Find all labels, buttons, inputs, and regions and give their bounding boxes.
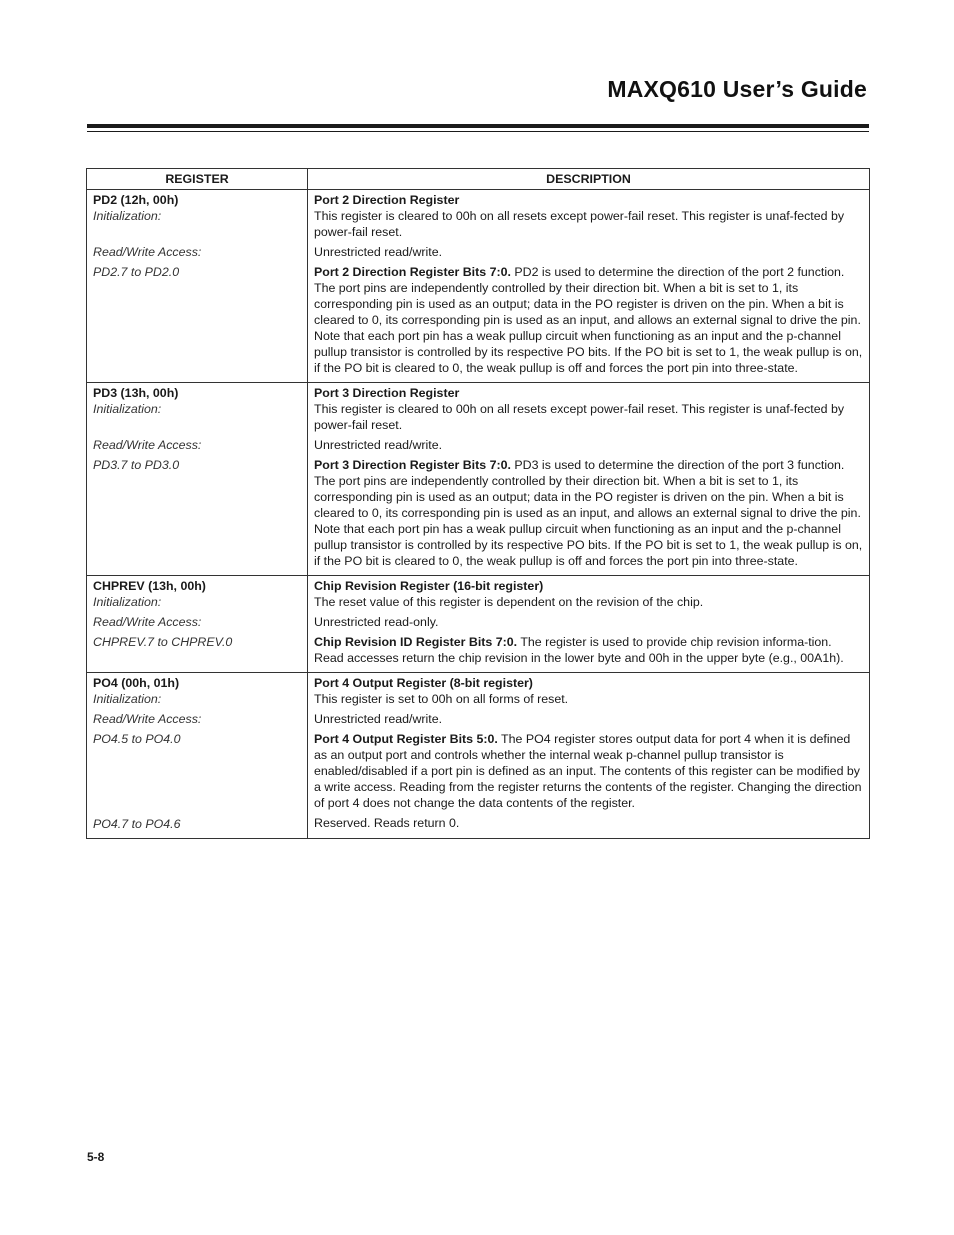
initialization-text: This register is cleared to 00h on all resets except power-fail reset. This register is unaf-fected by power-fail reset. [314, 209, 845, 239]
table-row [87, 576, 870, 673]
bits-description [314, 731, 863, 811]
register-name: PD2 (12h, 00h) [93, 193, 179, 207]
reserved-bits-label: PO4.7 to PO4.6 [93, 817, 181, 831]
bits-text: The register is used to provide chip revision informa-tion. Read accesses return the chip revision in the lower byte and 00h in the upper byte (e.g., 00A1h). [314, 635, 844, 665]
reserved-bits-text: Reserved. Reads return 0. [314, 816, 460, 830]
initialization-text: This register is set to 00h on all forms of reset. [314, 692, 569, 706]
register-name: PO4 (00h, 01h) [93, 676, 180, 690]
read-write-text: Unrestricted read/write. [314, 438, 443, 452]
description-cell [308, 576, 870, 673]
read-write-text: Unrestricted read-only. [314, 615, 439, 629]
column-header-description: DESCRIPTION [308, 169, 870, 190]
page-number: 5-8 [87, 1150, 105, 1164]
table-header-row [87, 169, 870, 190]
initialization-label: Initialization: [93, 595, 162, 609]
bits-text: PD2 is used to determine the direction of the port 2 function. The port pins are independently controlled by their direction bit. When a bit is set to 1, its corresponding pin is used as an output; data in the PO register is driven on the pin. When a bit is cleared to 0, its corresponding pin is used as an input, and allows an external signal to drive the pin. Note that each port pin has a weak pullup circuit when functioning as an input and the p-channel pullup transistor is controlled by its respective PO bits. If the PO bit is set to 1, the weak pullup is on, if the PO bit is cleared to 0, the weak pullup is off and forces the port pin into three-state. [314, 265, 863, 375]
register-name: CHPREV (13h, 00h) [93, 579, 206, 593]
bits-description [314, 457, 863, 569]
bits-label: CHPREV.7 to CHPREV.0 [93, 635, 233, 649]
table-row [87, 383, 870, 576]
bits-text: The PO4 register stores output data for port 4 when it is defined as an output port and controls whether the internal weak p-channel pullup transistor is enabled/disabled if a port pin is defined as an input. The contents of this register can be modified by a write access. Reading from the register returns the contents of the register. Changing the direction of port 4 does not change the data contents of the register. [314, 732, 862, 810]
read-write-text: Unrestricted read/write. [314, 245, 443, 259]
description-cell [308, 673, 870, 839]
register-cell [87, 576, 308, 673]
bits-description [314, 264, 863, 376]
bits-description [314, 634, 863, 666]
read-write-label: Read/Write Access: [93, 245, 202, 259]
description-title: Port 3 Direction Register [314, 386, 460, 400]
register-name: PD3 (13h, 00h) [93, 386, 179, 400]
bits-label: PO4.5 to PO4.0 [93, 732, 181, 746]
read-write-label: Read/Write Access: [93, 615, 202, 629]
initialization-label: Initialization: [93, 402, 162, 416]
initialization-text: The reset value of this register is dependent on the revision of the chip. [314, 595, 704, 609]
bits-text: PD3 is used to determine the direction of the port 3 function. The port pins are independently controlled by their direction bit. When a bit is set to 1, its corresponding pin is used as an output; data in the PO register is driven on the pin. When a bit is cleared to 0, its corresponding pin is used as an input, and allows an external signal to drive the pin. Note that each port pin has a weak pullup circuit when functioning as an input and the p-channel pullup transistor is controlled by its respective PO bits. If the PO bit is set to 1, the weak pullup is on, if the PO bit is cleared to 0, the weak pullup is off and forces the port pin into three-state. [314, 458, 863, 568]
description-cell [308, 190, 870, 383]
description-title: Chip Revision Register (16-bit register) [314, 579, 544, 593]
initialization-label: Initialization: [93, 209, 162, 223]
register-cell [87, 190, 308, 383]
bits-title: Port 3 Direction Register Bits 7:0. [314, 458, 511, 472]
header-rule-thick [87, 124, 869, 128]
column-header-register: REGISTER [87, 169, 308, 190]
bits-title: Port 2 Direction Register Bits 7:0. [314, 265, 511, 279]
bits-label: PD2.7 to PD2.0 [93, 265, 180, 279]
table-row [87, 673, 870, 839]
description-title: Port 4 Output Register (8-bit register) [314, 676, 533, 690]
register-cell [87, 383, 308, 576]
document-title: MAXQ610 User’s Guide [607, 76, 867, 102]
register-table [86, 168, 870, 839]
initialization-label: Initialization: [93, 692, 162, 706]
table-row [87, 190, 870, 383]
description-cell [308, 383, 870, 576]
header-rule-thin [87, 131, 869, 132]
initialization-text: This register is cleared to 00h on all resets except power-fail reset. This register is unaf-fected by power-fail reset. [314, 402, 845, 432]
read-write-text: Unrestricted read/write. [314, 712, 443, 726]
bits-title: Port 4 Output Register Bits 5:0. [314, 732, 498, 746]
bits-title: Chip Revision ID Register Bits 7:0. [314, 635, 518, 649]
register-cell [87, 673, 308, 839]
bits-label: PD3.7 to PD3.0 [93, 458, 180, 472]
read-write-label: Read/Write Access: [93, 438, 202, 452]
description-title: Port 2 Direction Register [314, 193, 460, 207]
read-write-label: Read/Write Access: [93, 712, 202, 726]
